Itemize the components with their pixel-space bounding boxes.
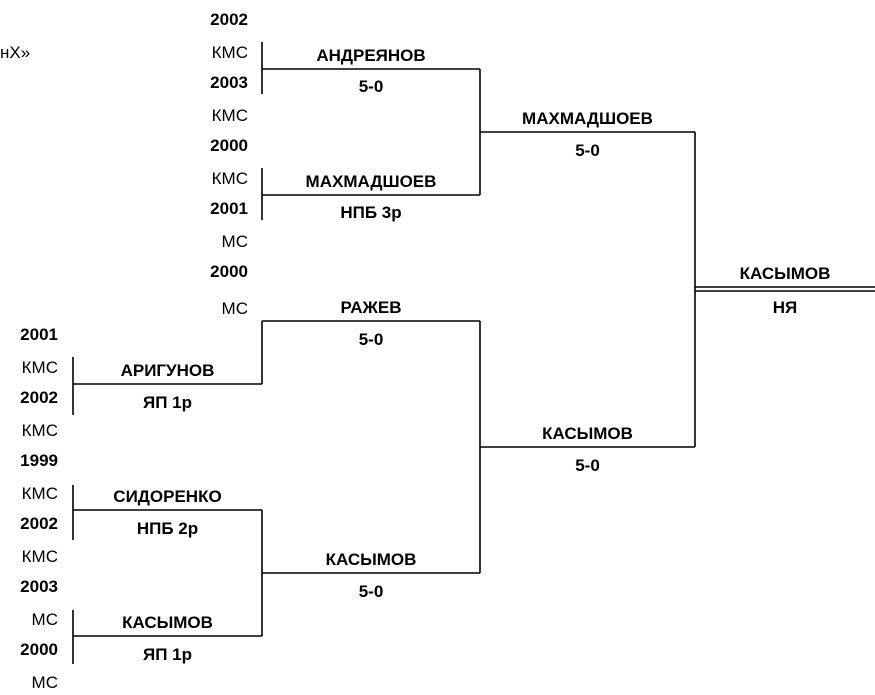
athlete-year: 2002 [20,388,58,407]
athlete-rank: КМС [21,358,58,377]
round2-winner-name: КАСЫМОВ [325,550,417,569]
round2-winner-name: МАХМАДШОЕВ [305,172,437,191]
athlete-year: 2003 [20,577,58,596]
round3-result: 5-0 [575,456,600,475]
final-winner-name: КАСЫМОВ [739,264,831,283]
round1-result: ЯП 1р [143,645,192,664]
final-result: НЯ [772,298,798,317]
athlete-year: 2000 [210,262,248,281]
round2-result: НПБ 3р [340,203,402,222]
athlete-rank: МС [221,232,248,251]
athlete-rank: КМС [211,169,248,188]
round3-result: 5-0 [575,141,600,160]
round2-result: 5-0 [358,330,384,349]
round3-winner-name: КАСЫМОВ [542,424,633,443]
round2-result: 5-0 [358,582,384,601]
round1-winner-name: СИДОРЕНКО [113,487,222,506]
athlete-year: 2000 [20,640,58,659]
round2-winner-name: РАЖЕВ [340,298,402,317]
round1-winner-name: КАСЫМОВ [122,613,213,632]
round2-winner-name: АНДРЕЯНОВ [316,46,426,65]
athlete-year: 2002 [210,10,248,29]
athlete-year: 1999 [20,451,58,470]
athlete-rank: КМС [21,547,58,566]
athlete-year: 2001 [210,199,248,218]
athlete-rank: МС [31,610,58,629]
athlete-rank: МС [31,673,58,692]
cut-off-text: нХ» [0,43,31,62]
round2-result: 5-0 [358,77,384,96]
athlete-rank: МС [221,299,248,318]
athlete-rank: КМС [211,106,248,125]
athlete-rank: КМС [21,421,58,440]
athlete-rank: КМС [211,43,248,62]
round1-winner-name: АРИГУНОВ [120,361,215,380]
athlete-year: 2000 [210,136,248,155]
athlete-year: 2002 [20,514,58,533]
athlete-year: 2001 [20,325,58,344]
round1-result: НПБ 2р [136,519,199,538]
round1-result: ЯП 1р [143,393,192,412]
athlete-year: 2003 [210,73,248,92]
athlete-rank: КМС [21,484,58,503]
round3-winner-name: МАХМАДШОЕВ [522,109,653,128]
